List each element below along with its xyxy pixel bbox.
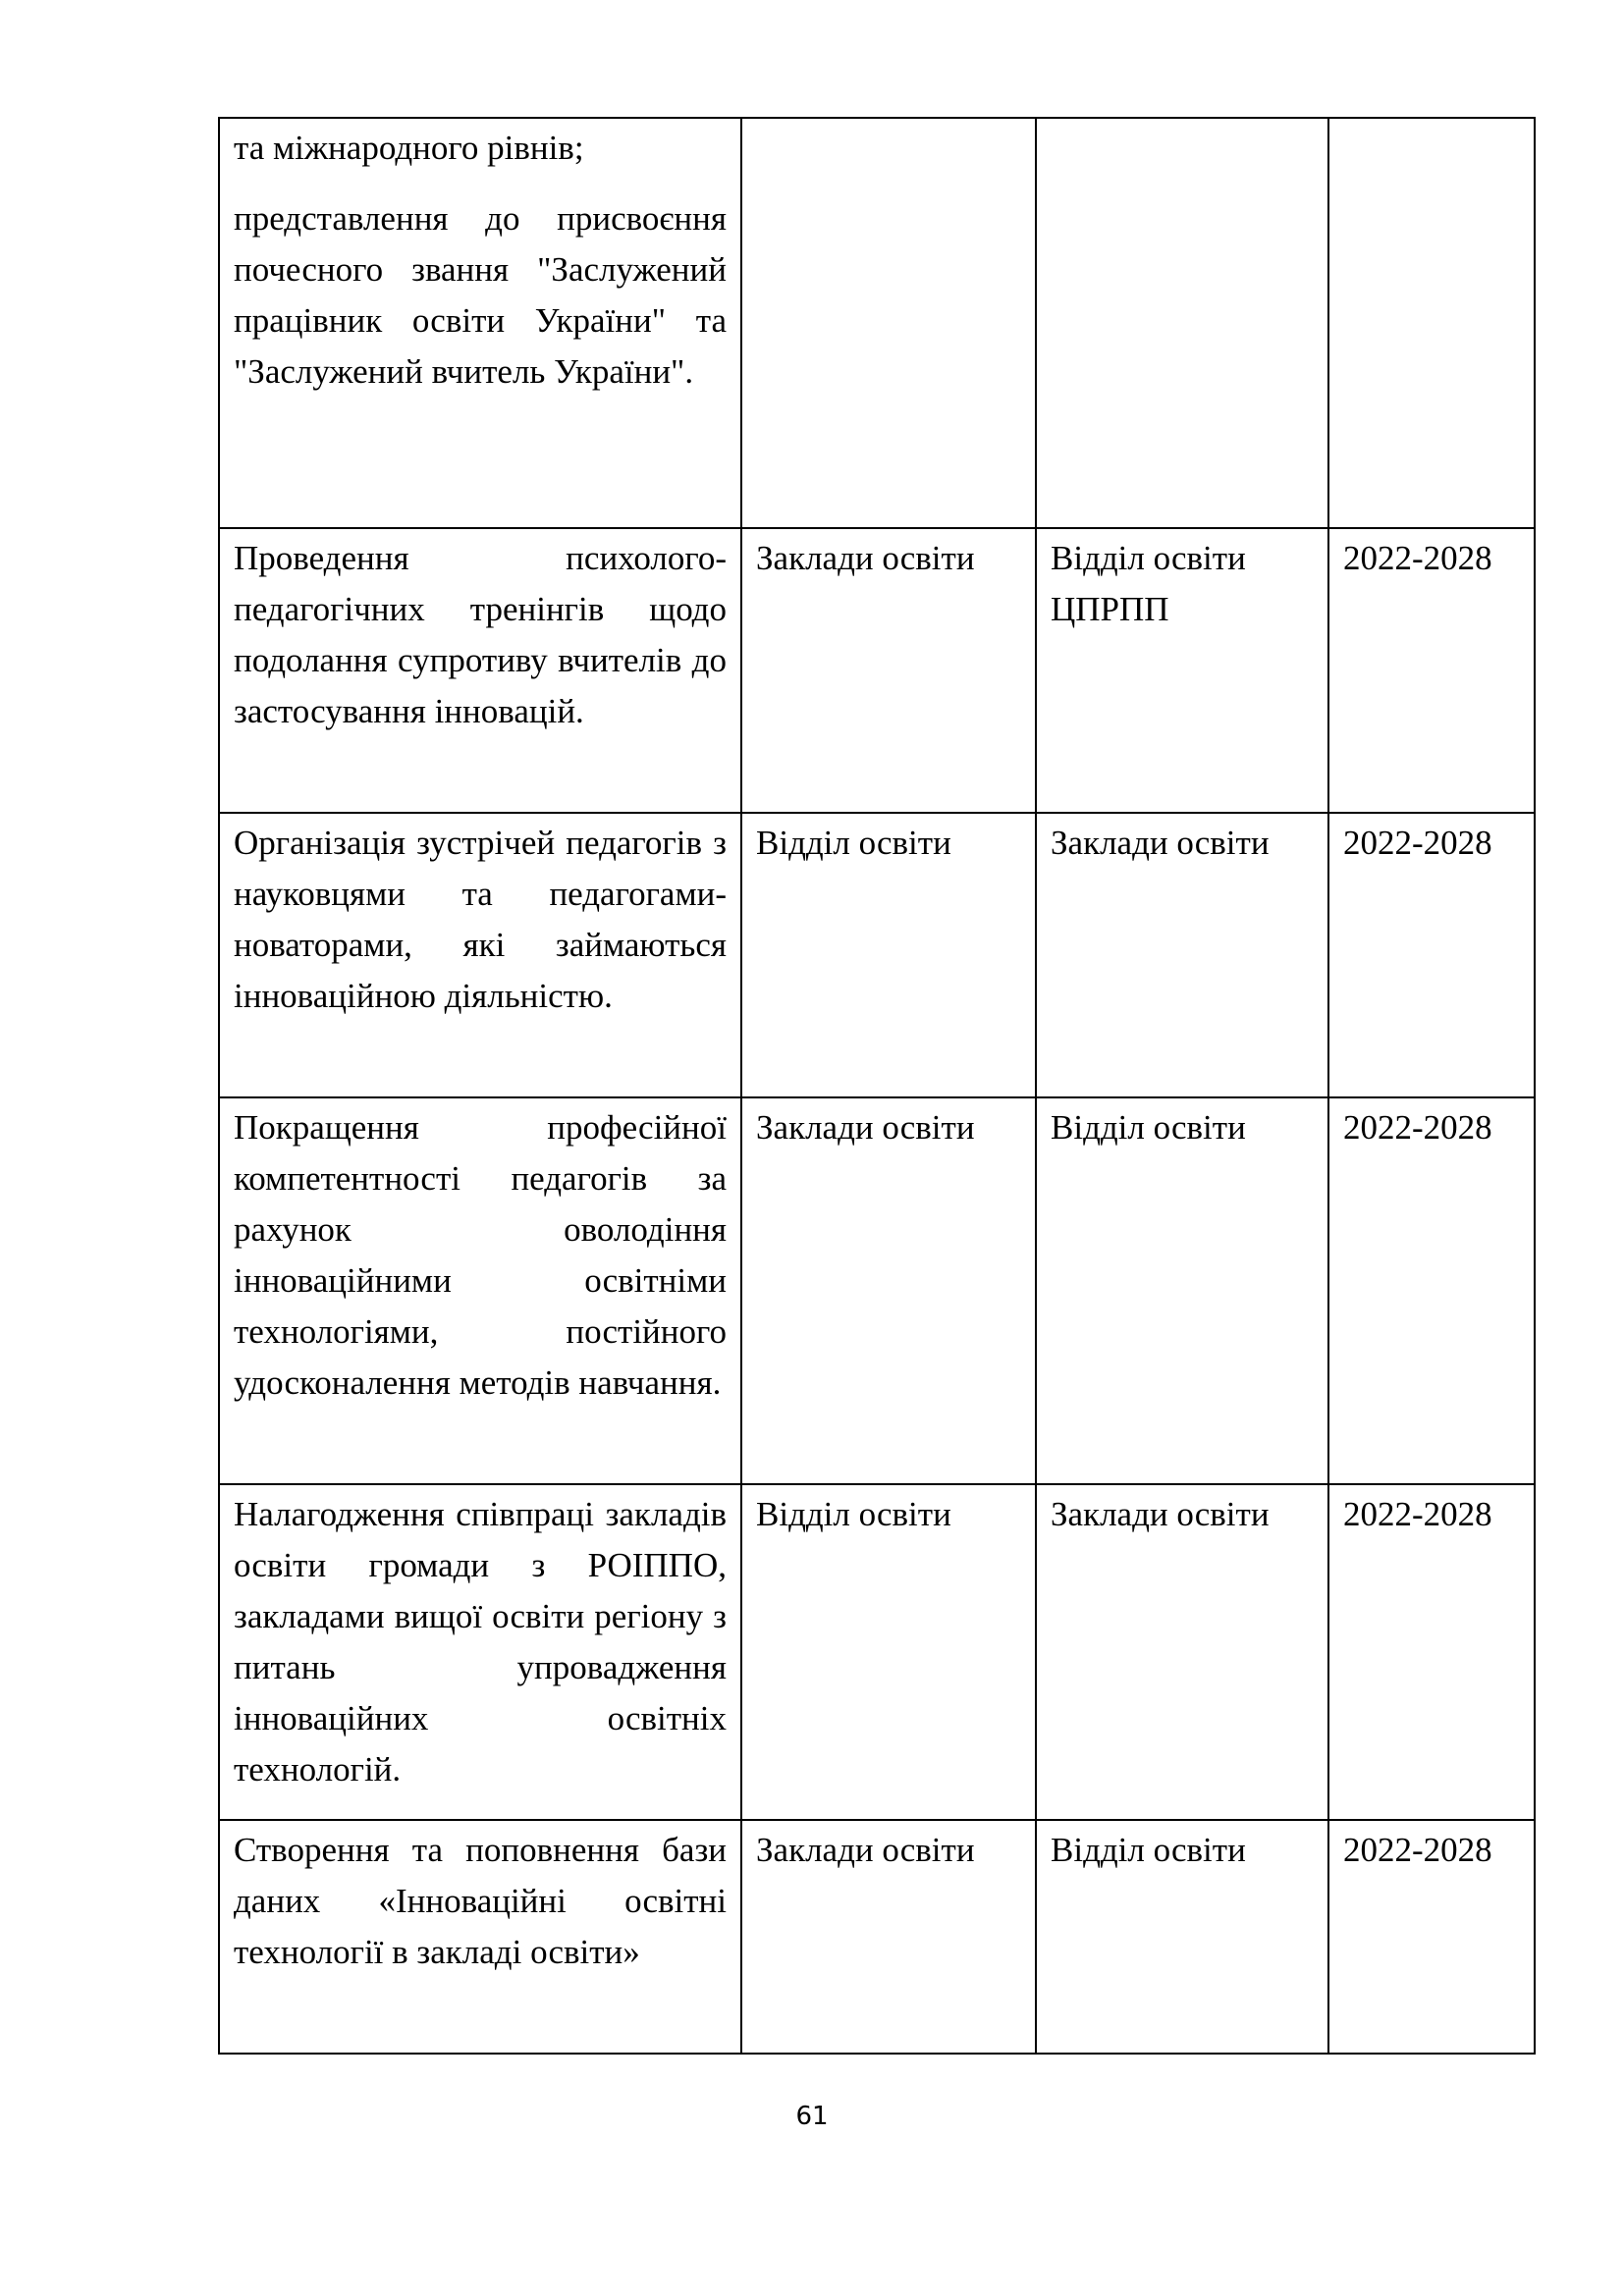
term-cell: 2022-2028	[1328, 1097, 1535, 1484]
activities-table	[218, 117, 1536, 2055]
activity-cell	[219, 118, 741, 528]
responsible-cell	[1036, 118, 1328, 528]
table-row	[219, 1484, 1535, 1820]
term-cell: 2022-2028	[1328, 528, 1535, 813]
activity-text: Налагодження співпраці закладів освіти громади з РОІППО, закладами вищої освіти регіону з питань упровадження інноваційних освітніх технологій.	[234, 1495, 727, 1789]
activity-cell	[219, 1484, 741, 1820]
executor-cell: Заклади освіти	[741, 1820, 1036, 2054]
activity-cell	[219, 1820, 741, 2054]
executor-cell	[741, 118, 1036, 528]
executor-cell: Заклади освіти	[741, 528, 1036, 813]
term-cell: 2022-2028	[1328, 813, 1535, 1097]
responsible-cell: Заклади освіти	[1036, 1484, 1328, 1820]
table-row	[219, 528, 1535, 813]
activity-cell	[219, 528, 741, 813]
responsible-cell: Відділ освіти	[1036, 1820, 1328, 2054]
activity-text: Покращення професійної компетентності педагогів за рахунок оволодіння інноваційними освітніми технологіями, постійного удосконалення методів навчання.	[234, 1108, 727, 1402]
table-row	[219, 118, 1535, 528]
page-number: 61	[795, 2102, 829, 2131]
activity-text: та міжнародного рівнів;	[234, 129, 584, 167]
executor-cell: Відділ освіти	[741, 1484, 1036, 1820]
term-cell: 2022-2028	[1328, 1484, 1535, 1820]
responsible-cell: Відділ освіти ЦПРПП	[1036, 528, 1328, 813]
table-row	[219, 1820, 1535, 2054]
activity-cell	[219, 1097, 741, 1484]
executor-cell: Відділ освіти	[741, 813, 1036, 1097]
responsible-cell: Відділ освіти	[1036, 1097, 1328, 1484]
activity-text: Організація зустрічей педагогів з науковцями та педагогами-новаторами, які займаються інноваційною діяльністю.	[234, 824, 727, 1015]
activity-text: представлення до присвоєння почесного звання "Заслужений працівник освіти України" та "Заслужений вчитель України".	[234, 199, 727, 391]
term-cell: 2022-2028	[1328, 1820, 1535, 2054]
activity-cell	[219, 813, 741, 1097]
table-row	[219, 813, 1535, 1097]
activity-text: Проведення психолого-педагогічних тренінгів щодо подолання супротиву вчителів до застосування інновацій.	[234, 539, 727, 730]
activity-text: Створення та поповнення бази даних «Інноваційні освітні технології в закладі освіти»	[234, 1831, 727, 1971]
term-cell	[1328, 118, 1535, 528]
executor-cell: Заклади освіти	[741, 1097, 1036, 1484]
table-row	[219, 1097, 1535, 1484]
responsible-cell: Заклади освіти	[1036, 813, 1328, 1097]
